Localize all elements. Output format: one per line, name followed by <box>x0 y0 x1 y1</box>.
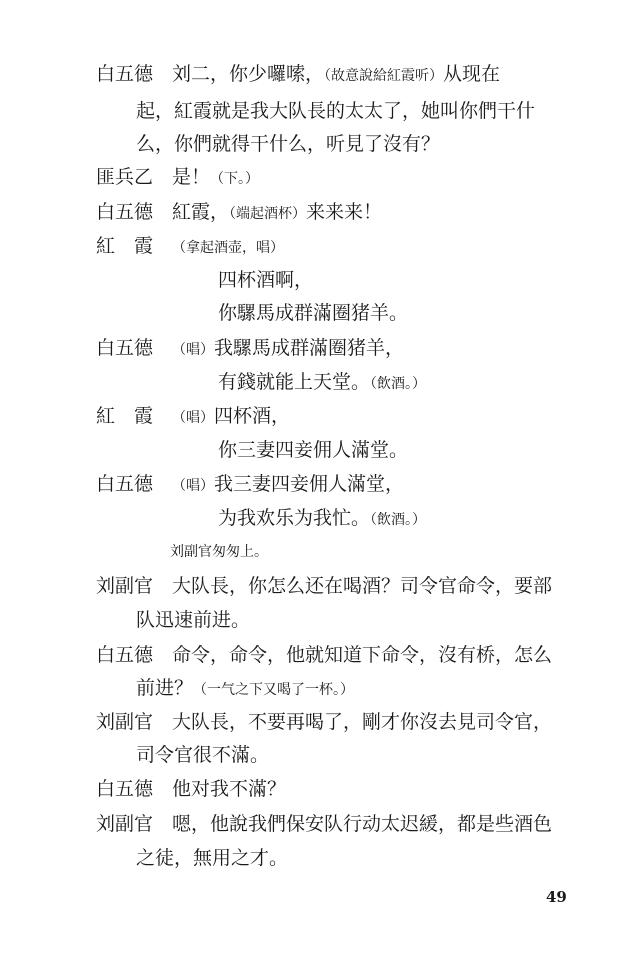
dialogue-text: 紅霞， <box>172 201 230 223</box>
song-text: 我騾馬成群滿圈猪羊， <box>214 337 405 359</box>
song-text: 为我欢乐为我忙。 <box>218 507 371 529</box>
dialogue-text: 从现在 <box>443 63 501 85</box>
dialogue-text: 队迅速前进。 <box>136 609 251 631</box>
dialogue-line <box>96 472 600 498</box>
dialogue-line <box>96 710 600 734</box>
dialogue-continuation <box>136 676 600 702</box>
stage-direction: （端起酒杯） <box>229 206 307 222</box>
dialogue-text: 是！ <box>172 166 211 188</box>
dialogue-text: 大队長，你怎么还在喝酒？司令官命令，要部 <box>172 575 553 597</box>
speaker-name: 紅 霞 <box>96 235 154 257</box>
page-number: 49 <box>546 888 567 906</box>
song-line <box>218 370 600 396</box>
dialogue-line <box>96 404 600 430</box>
dialogue-text: 嗯，他說我們保安队行动太迟緩，都是些酒色 <box>172 813 553 835</box>
speaker-name: 刘副官 <box>96 813 154 835</box>
speaker-name: 匪兵乙 <box>96 166 154 188</box>
speaker-name: 白五德 <box>96 63 154 85</box>
dialogue-text: 前进？ <box>136 677 194 699</box>
stage-direction-line <box>170 540 600 564</box>
dialogue-line <box>96 165 600 191</box>
speaker-name: 白五德 <box>96 473 154 495</box>
dialogue-line <box>96 234 600 260</box>
dialogue-text: 大队長，不要再喝了，剛才你沒去見司令官， <box>172 711 553 733</box>
speaker-name: 紅 霞 <box>96 405 154 427</box>
stage-direction: （下。） <box>210 171 260 187</box>
speaker-name: 刘副官 <box>96 575 154 597</box>
song-line <box>218 506 600 532</box>
stage-direction: 刘副官匆匆上。 <box>170 544 268 560</box>
dialogue-text: 司令官很不滿。 <box>136 744 270 766</box>
dialogue-line <box>96 200 600 226</box>
dialogue-text: 么，你們就得干什么，听見了沒有？ <box>136 133 441 155</box>
dialogue-line <box>96 336 600 362</box>
song-text: 四杯酒， <box>214 405 291 427</box>
stage-direction: （唱） <box>172 410 214 426</box>
song-line <box>218 438 600 462</box>
dialogue-text: 命令，命令，他就知道下命令，沒有桥，怎么 <box>172 644 553 666</box>
dialogue-line <box>96 62 600 88</box>
song-line <box>218 301 600 325</box>
stage-direction: （故意說給紅霞听） <box>324 68 444 84</box>
song-line <box>218 268 600 292</box>
dialogue-continuation <box>136 132 600 156</box>
dialogue-line <box>96 777 600 801</box>
stage-direction: （唱） <box>172 342 214 358</box>
dialogue-line <box>96 812 600 836</box>
dialogue-continuation <box>136 99 600 123</box>
stage-direction: （唱） <box>172 478 214 494</box>
stage-direction: （拿起酒壶，唱） <box>172 240 284 256</box>
song-text: 我三妻四妾佣人滿堂， <box>214 473 405 495</box>
dialogue-continuation <box>136 846 600 870</box>
dialogue-text: 之徒，無用之才。 <box>136 847 289 869</box>
dialogue-text: 他对我不滿？ <box>172 778 287 800</box>
song-text: 你三妻四妾佣人滿堂。 <box>218 439 409 461</box>
speaker-name: 刘副官 <box>96 711 154 733</box>
speaker-name: 白五德 <box>96 337 154 359</box>
dialogue-line <box>96 574 600 598</box>
dialogue-line <box>96 643 600 667</box>
dialogue-continuation <box>136 608 600 632</box>
dialogue-text: 来来来！ <box>306 201 383 223</box>
dialogue-continuation <box>136 743 600 767</box>
dialogue-text: 起，紅霞就是我大队長的太太了，她叫你們干什 <box>136 100 536 122</box>
dialogue-text: 刘二，你少囉嗦， <box>172 63 325 85</box>
speaker-name: 白五德 <box>96 778 154 800</box>
stage-direction: （飲酒。） <box>370 512 427 528</box>
speaker-name: 白五德 <box>96 201 154 223</box>
song-text: 你騾馬成群滿圈猪羊。 <box>218 302 409 324</box>
song-text: 四杯酒啊， <box>218 269 314 291</box>
song-text: 有錢就能上天堂。 <box>218 371 371 393</box>
stage-direction: （一气之下又喝了一杯。） <box>193 682 355 698</box>
stage-direction: （飲酒。） <box>370 376 427 392</box>
speaker-name: 白五德 <box>96 644 154 666</box>
